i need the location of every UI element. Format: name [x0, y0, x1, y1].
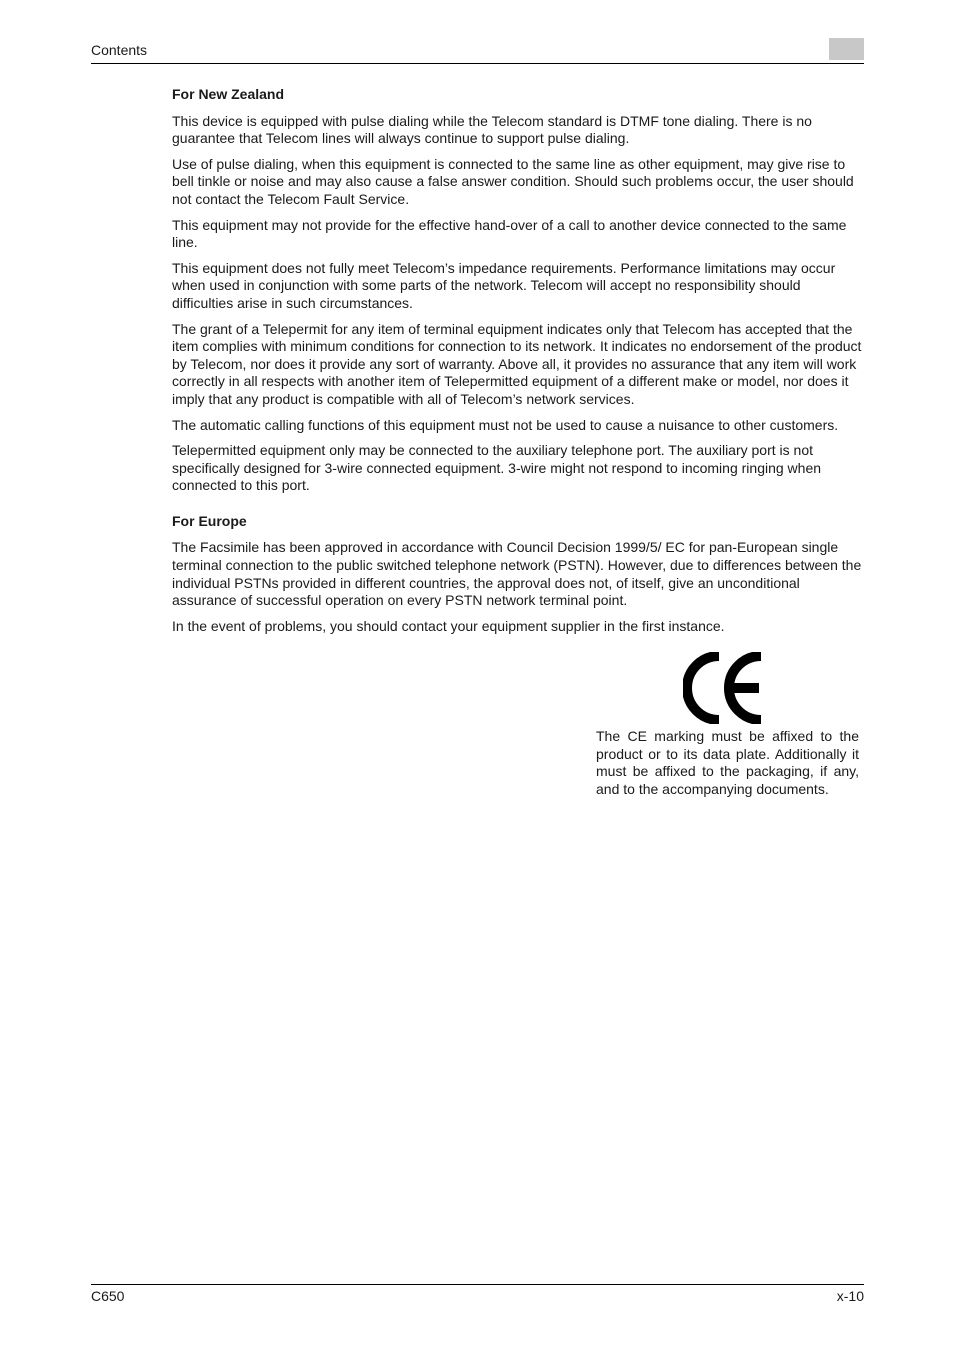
ce-mark-icon	[683, 652, 767, 724]
footer-model: C650	[91, 1288, 125, 1304]
paragraph: The grant of a Telepermit for any item of terminal equipment indicates only that Telecom has accepted that the item complies with minimum conditions for connection to its network. It indicates no endorsement of the product by Telecom, nor does it provide any sort of warranty. Above all, it provides no assurance that any item will work correctly in all respects with another item of Telepermitted equipment of a different make or model, nor does it imply that any product is compatible with all of Telecom’s network services.	[172, 320, 862, 407]
paragraph: In the event of problems, you should contact your equipment supplier in the first instance.	[172, 617, 725, 634]
section-heading: For New Zealand	[172, 86, 285, 102]
ce-marking-text: The CE marking must be affixed to the product or to its data plate. Additionally it must be affixed to the packaging, if any, and to the accompanying documents.	[596, 728, 859, 797]
section-heading: For Europe	[172, 512, 247, 529]
ce-marking-note	[596, 652, 859, 798]
page-footer	[91, 1284, 864, 1304]
page-header	[91, 38, 864, 64]
header-tab-marker	[829, 38, 864, 60]
paragraph: This device is equipped with pulse dialing while the Telecom standard is DTMF tone dialing. There is no guarantee that Telecom lines will always continue to support pulse dialing.	[172, 112, 812, 147]
header-title: Contents	[91, 42, 148, 58]
section-new-zealand	[172, 86, 864, 495]
paragraph: This equipment may not provide for the effective hand-over of a call to another device connected to the same line.	[172, 216, 847, 251]
paragraph: This equipment does not fully meet Telecom’s impedance requirements. Performance limitations may occur when used in conjunction with some parts of the network. Telecom will accept no responsibility should difficulties arise in such circumstances.	[172, 259, 836, 311]
paragraph: The Facsimile has been approved in accordance with Council Decision 1999/5/ EC for pan-European single terminal connection to the public switched telephone network (PSTN). However, due to differences between the individual PSTNs provided in different countries, the approval does not, of itself, give an unconditional assurance of successful operation on every PSTN network terminal point.	[172, 539, 862, 609]
paragraph: Use of pulse dialing, when this equipment is connected to the same line as other equipment, may give rise to bell tinkle or noise and may also cause a false answer condition. Should such problems occur, the user should not contact the Telecom Fault Service.	[172, 155, 854, 207]
page-content	[172, 86, 864, 643]
paragraph: Telepermitted equipment only may be connected to the auxiliary telephone port. The auxiliary port is not specifically designed for 3-wire connected equipment. 3-wire might not respond to incoming ringing when connected to this port.	[172, 442, 822, 494]
footer-page-number: x-10	[836, 1288, 864, 1304]
paragraph: The automatic calling functions of this equipment must not be used to cause a nuisance to other customers.	[172, 416, 839, 433]
section-europe	[172, 513, 864, 636]
